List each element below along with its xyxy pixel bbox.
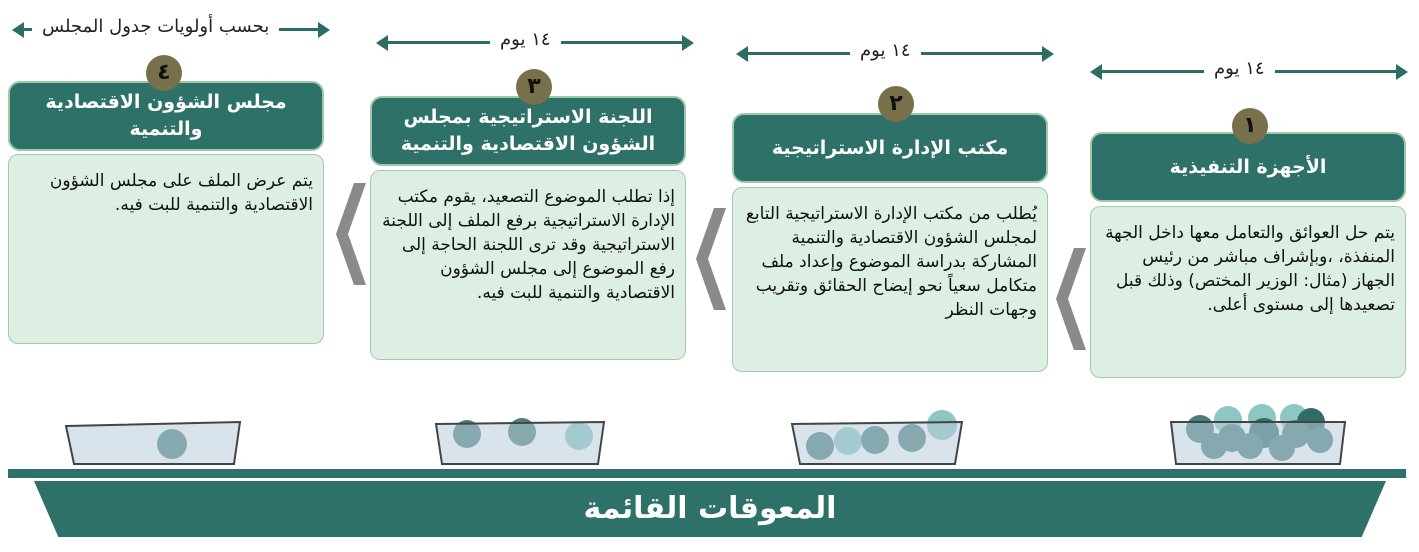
chevron-left-icon (696, 208, 726, 310)
obstacle-tray-stage-1 (1170, 402, 1348, 466)
stage-1-title: الأجهزة التنفيذية (1090, 132, 1406, 202)
stage-3-number-badge: ٣ (516, 69, 552, 105)
stage-3-description: إذا تطلب الموضوع التصعيد، يقوم مكتب الإدارة الاستراتيجية برفع الملف إلى اللجنة الاستراتيجية وقد ترى اللجنة الحاجة إلى رفع الموضوع إلى مجلس الشؤون الاقتصادية والتنمية للبت فيه. (370, 170, 686, 360)
duration-stage-3 (376, 31, 694, 53)
stage-2-number-badge: ٢ (878, 86, 914, 122)
stage-4-title: مجلس الشؤون الاقتصادية والتنمية (8, 81, 324, 151)
stage-2-title: مكتب الإدارة الاستراتيجية (732, 113, 1048, 183)
obstacle-tray-stage-3 (434, 414, 606, 466)
obstacle-tray-stage-2 (790, 408, 965, 466)
duration-label-4: بحسب أولويات جدول المجلس (32, 16, 279, 37)
stage-3-title: اللجنة الاستراتيجية بمجلس الشؤون الاقتصادية والتنمية (370, 96, 686, 166)
obstacle-tray-stage-4 (64, 420, 242, 466)
duration-label-2: ١٤ يوم (850, 40, 921, 61)
obstacles-title: المعوقات القائمة (583, 491, 837, 526)
stage-1-description: يتم حل العوائق والتعامل معها داخل الجهة المنفذة، ،وبإشراف مباشر من رئيس الجهاز (مثال: الوزير المختص) وذلك قبل تصعيدها إلى مستوى أعلى. (1090, 206, 1406, 378)
chevron-left-icon (1056, 248, 1086, 350)
stage-4-number-badge: ٤ (146, 55, 182, 91)
duration-label-3: ١٤ يوم (490, 29, 561, 50)
stage-2-description: يُطلب من مكتب الإدارة الاستراتيجية التابع لمجلس الشؤون الاقتصادية والتنمية المشاركة بدراسة الموضوع وإعداد ملف متكامل سعياً نحو إيضاح الحقائق وتقريب وجهات النظر (732, 187, 1048, 372)
duration-stage-1 (1090, 60, 1408, 82)
duration-stage-2 (736, 42, 1054, 64)
stage-1-number-badge: ١ (1232, 108, 1268, 144)
chevron-left-icon (336, 183, 366, 285)
duration-stage-4 (12, 18, 330, 40)
duration-label-1: ١٤ يوم (1204, 58, 1275, 79)
shelf-bar (8, 469, 1406, 478)
stage-4-description: يتم عرض الملف على مجلس الشؤون الاقتصادية والتنمية للبت فيه. (8, 154, 324, 344)
